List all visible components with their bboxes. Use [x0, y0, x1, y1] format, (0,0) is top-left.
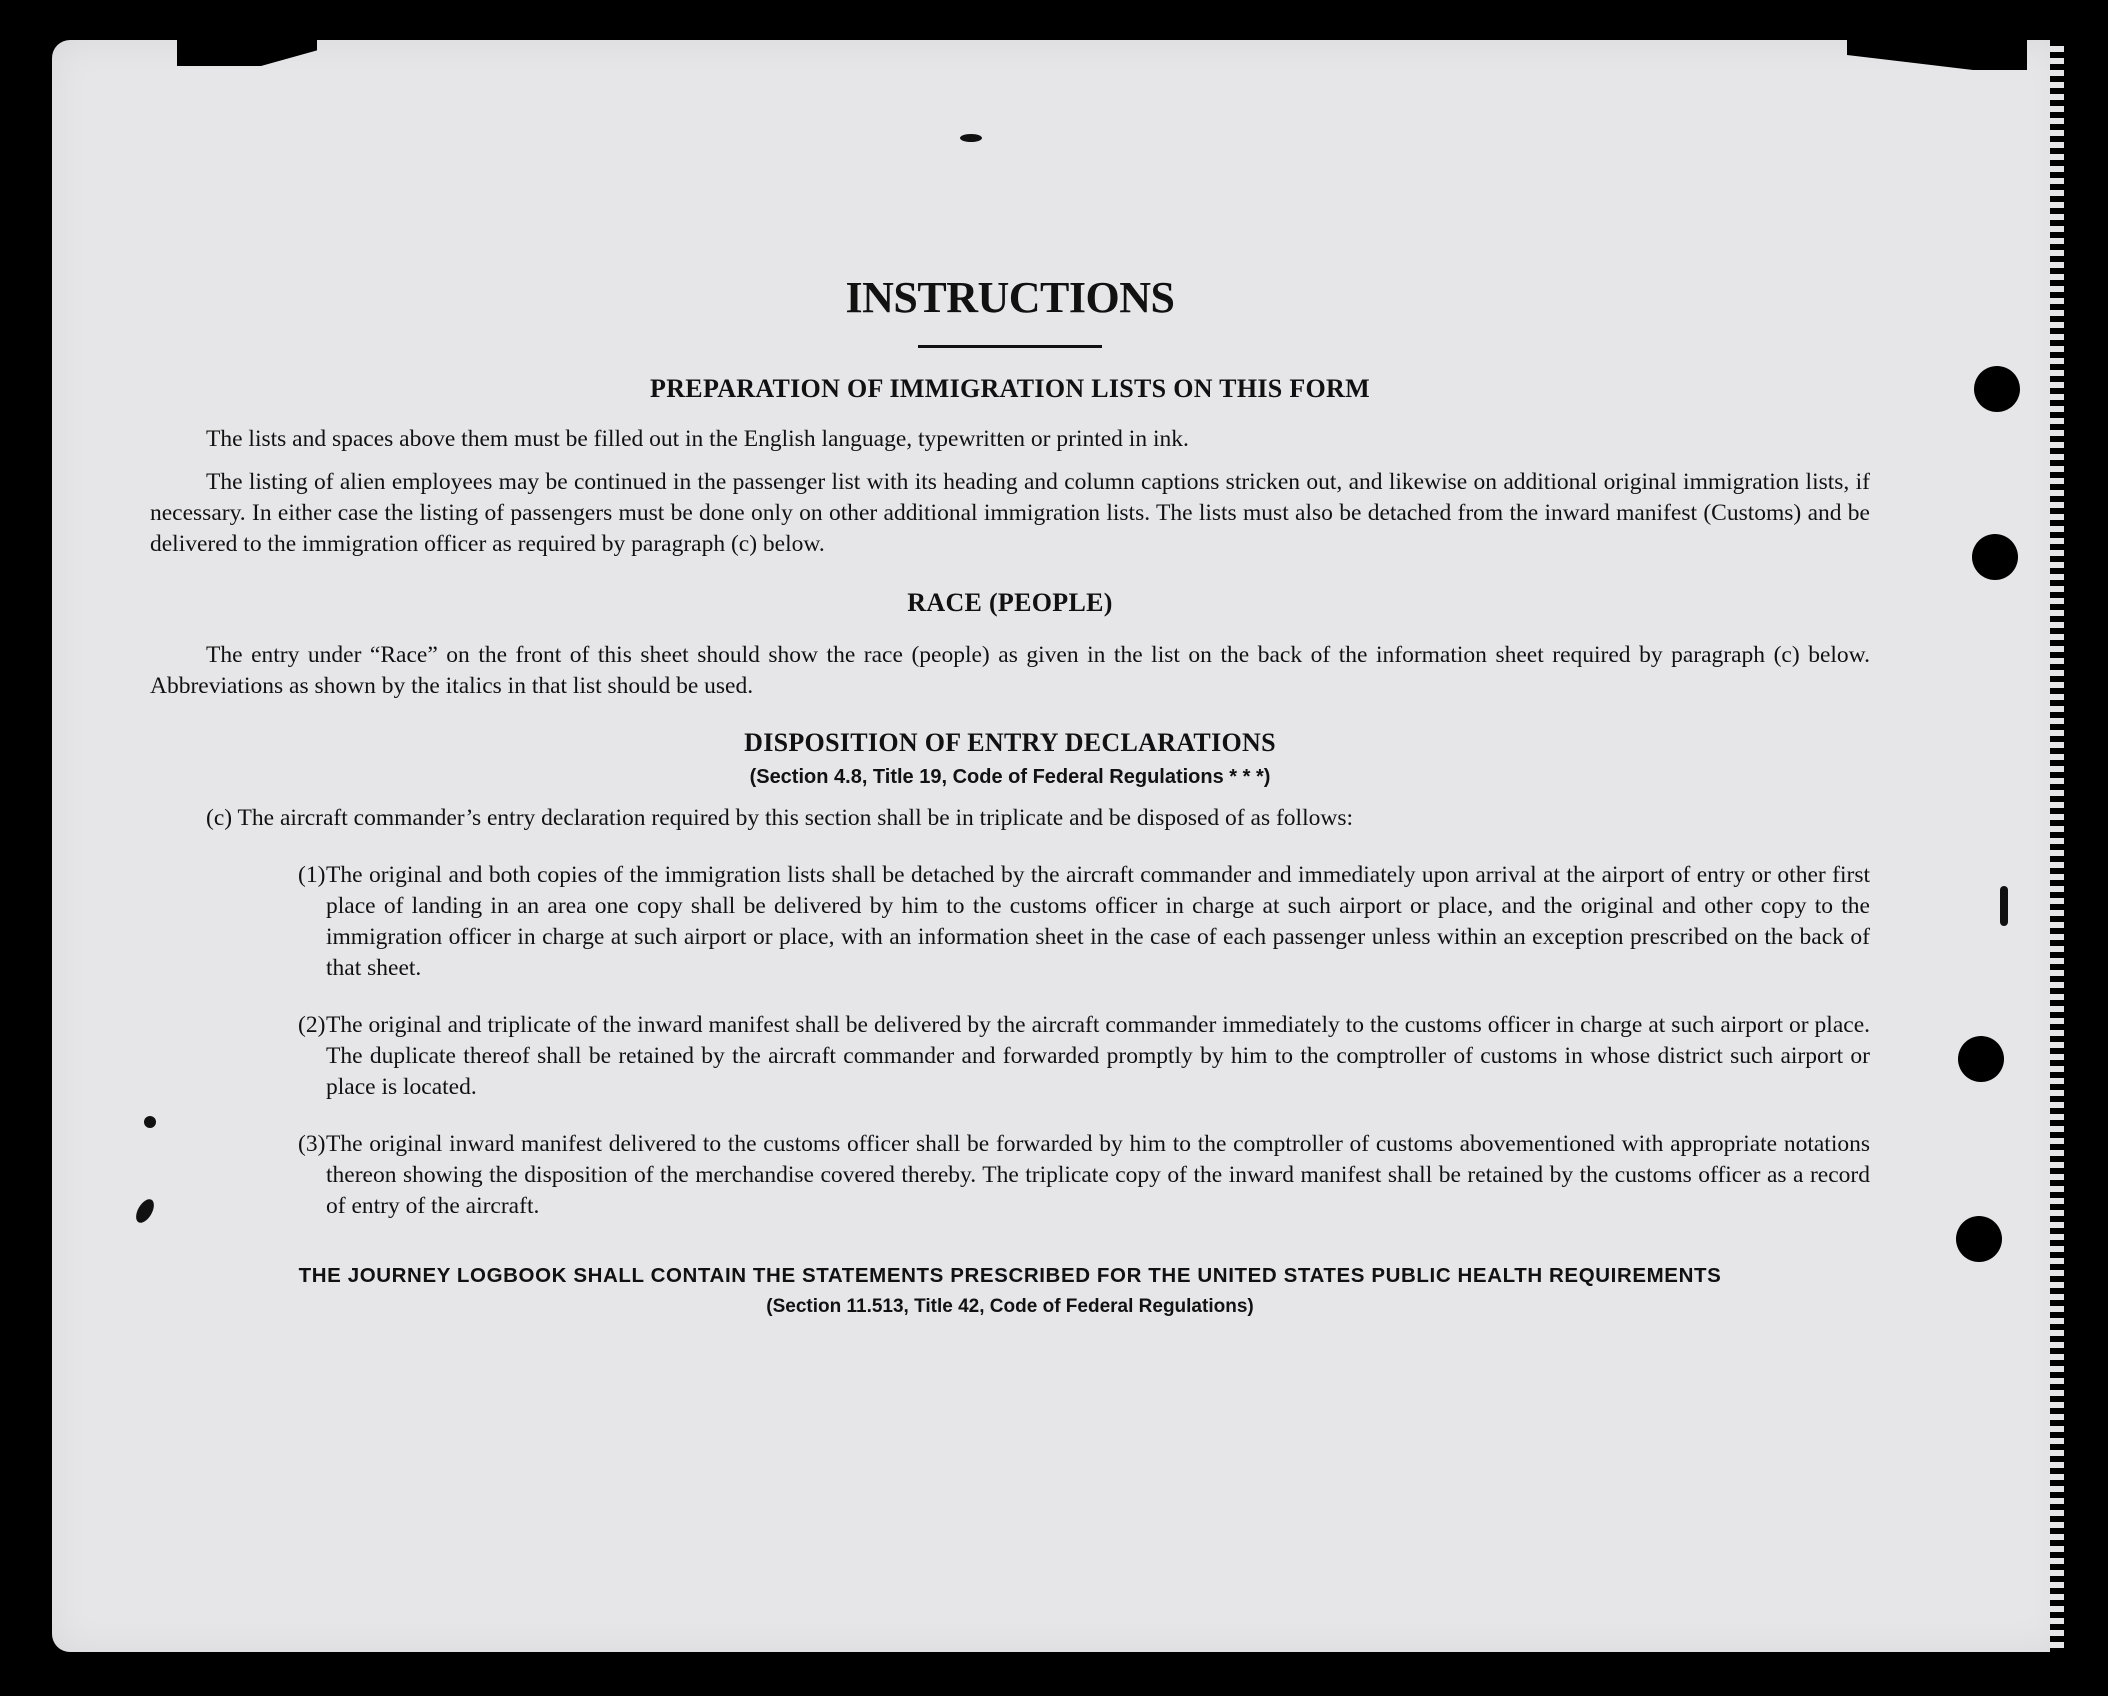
perforated-edge: [2050, 40, 2064, 1652]
item-number: (1): [298, 862, 326, 888]
disposition-clause: (c) The aircraft commander’s entry declaration required by this section shall be in triplicate and be disposed of as follows:: [206, 805, 1353, 831]
speck: [2000, 886, 2008, 926]
punch-hole: [1974, 366, 2020, 412]
disposition-item-3: [150, 1129, 1870, 1222]
punch-hole: [1956, 1216, 2002, 1262]
disposition-item-1: [150, 860, 1870, 984]
title-rule: [918, 345, 1102, 348]
preparation-heading: PREPARATION OF IMMIGRATION LISTS ON THIS FORM: [650, 374, 1370, 403]
item-number: (3): [298, 1131, 326, 1157]
item-text: The original inward manifest delivered to the customs officer shall be forwarded by him to the comptroller of customs abovementioned with appropriate notations thereon showing the disposition of the merchandise covered thereby. The triplicate copy of the inward manifest shall be retained by the customs officer as a record of entry of the aircraft.: [326, 1131, 1870, 1219]
disposition-item-2: [150, 1010, 1870, 1103]
speck: [960, 134, 982, 142]
disposition-citation: (Section 4.8, Title 19, Code of Federal Regulations * * *): [749, 766, 1271, 788]
race-para: The entry under “Race” on the front of this sheet should show the race (people) as given in the list on the back of the information sheet required by paragraph (c) below. Abbreviations as shown by the italics in that list should be used.: [150, 642, 1870, 699]
binding-tab-right: [1847, 40, 2027, 70]
disposition-heading: DISPOSITION OF ENTRY DECLARATIONS: [744, 728, 1276, 757]
item-text: The original and triplicate of the inward manifest shall be delivered by the aircraft commander immediately to the customs officer in charge at such airport or place. The duplicate thereof shall be retained by the aircraft commander and forwarded promptly by him to the comptroller of customs in whose district such airport or place is located.: [326, 1012, 1870, 1100]
binding-tab-left: [177, 40, 317, 66]
preparation-para-1: The lists and spaces above them must be filled out in the English language, typewritten or printed in ink.: [206, 426, 1189, 452]
preparation-para-2: The listing of alien employees may be continued in the passenger list with its heading and column captions stricken out, and likewise on additional original immigration lists, if necessary. In either case the listing of passengers must be done only on other additional immigration lists. The lists must also be detached from the inward manifest (Customs) and be delivered to the immigration officer as required by paragraph (c) below.: [150, 469, 1870, 557]
punch-hole: [1958, 1036, 2004, 1082]
race-heading: RACE (PEOPLE): [907, 588, 1113, 617]
page-title: INSTRUCTIONS: [845, 273, 1175, 322]
footer-citation: (Section 11.513, Title 42, Code of Federal Regulations): [766, 1296, 1254, 1317]
punch-hole: [1972, 534, 2018, 580]
item-text: The original and both copies of the immigration lists shall be detached by the aircraft commander and immediately upon arrival at the airport of entry or other first place of landing in an area one copy shall be delivered by him to the customs officer in charge at such airport or place, and the original and other copy to the immigration officer in charge at such airport or place, with an information sheet in the case of each passenger unless within an exception prescribed on the back of that sheet.: [326, 862, 1870, 981]
instructions-content: [150, 236, 1870, 1318]
item-number: (2): [298, 1012, 326, 1038]
footer-statement: THE JOURNEY LOGBOOK SHALL CONTAIN THE STATEMENTS PRESCRIBED FOR THE UNITED STATES PUBLIC HEALTH REQUIREMENTS: [298, 1264, 1722, 1287]
